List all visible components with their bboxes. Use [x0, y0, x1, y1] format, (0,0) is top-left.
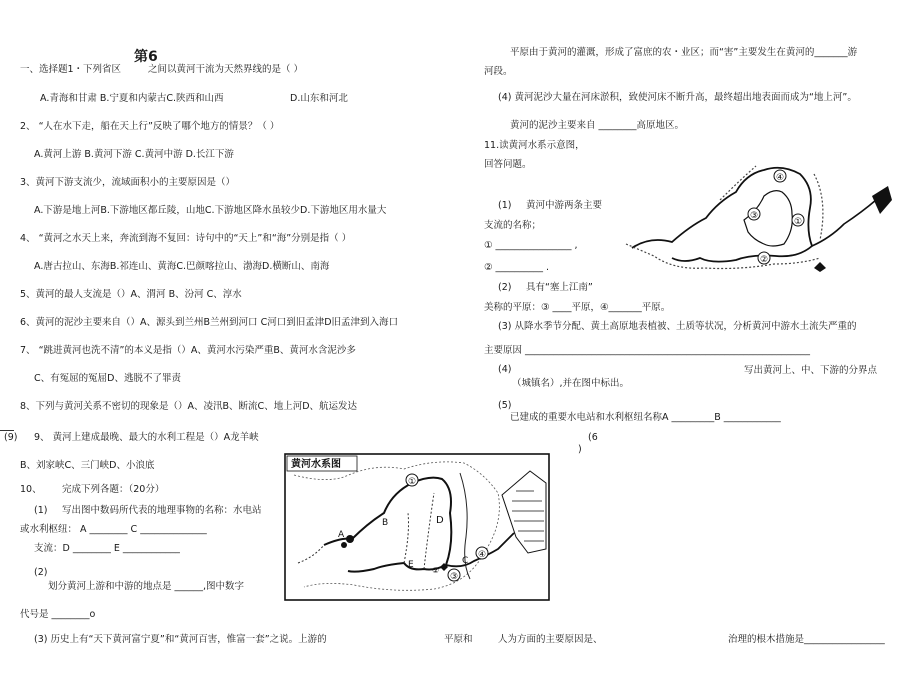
q5: 5、黄河的最人支流是（）A、渭河 B、汾河 C、淳水	[20, 289, 242, 300]
q10-4-source: 黄河的泥沙主要来自 ________高原地区。	[510, 120, 685, 131]
q11-2-number: (2)	[498, 282, 512, 293]
q1-option-d: D.山东和河北	[290, 93, 348, 104]
q10-1-tributaries: 支流：D ________ E ____________	[34, 543, 180, 554]
q10-2-answer: 代号是 ________o	[20, 609, 96, 620]
q1-stem-cont: 之间以黄河干流为天然界线的是（ ）	[148, 64, 304, 75]
q10-3-measure: 治理的根木措施是_________________	[728, 634, 885, 645]
q11-1-number: (1)	[498, 200, 512, 211]
q2-stem: 2、 “人在水下走，船在天上行”反映了哪个地方的情景？（ ）	[20, 121, 280, 132]
map1-label-b: B	[382, 518, 389, 528]
q10-2-text: 划分黄河上游和中游的地点是 ______,图中数字	[48, 581, 245, 592]
q9-number: (9)	[4, 432, 18, 443]
q11-2-text: 具有“塞上江南”	[526, 282, 593, 293]
map1-label-e: E	[408, 560, 414, 570]
q9-options-cont: B、刘家峡C、三门峡D、小浪底	[20, 460, 155, 471]
q7-stem: 7、 “跳进黄河也洗不清”的本义是指（）A、黄河水污染严重B、黄河水含泥沙多	[20, 345, 356, 356]
q10-3-cont2: 河段。	[484, 66, 513, 77]
map1-label-c: C	[462, 556, 469, 566]
q1-stem: 一、选择题1・下列省区	[20, 64, 122, 75]
q3-stem: 3、黄河下游支流少，流域面积小的主要原因是（）	[20, 177, 236, 188]
q11-1-answer-1: ① ________________ ,	[484, 240, 578, 251]
q11-1-answer-2: ② __________ .	[484, 262, 550, 273]
q4-stem: 4、 “黄河之水天上来，奔流到海不复回：诗句中的“天上”和“海”分别是指（ ）	[20, 233, 352, 244]
q6: 6、黄河的泥沙主要来自（）A、源头到兰州B兰州到河口 C河口到旧孟津D旧孟津到入海口	[20, 317, 399, 328]
map1-label-a: A	[338, 530, 345, 540]
page-title: 第6	[134, 49, 158, 65]
q11-3-answer: 主要原因 ____________________________________________________________	[484, 345, 811, 356]
margin-rule	[0, 430, 14, 431]
q10-1-number: (1)	[34, 505, 48, 516]
q11-5-number: (5)	[498, 400, 512, 411]
yellow-river-sketch-map	[624, 160, 894, 278]
yellow-river-map	[284, 453, 550, 601]
q1-options: A.青海和甘肃 B.宁夏和内蒙古C.陕西和山西	[40, 93, 224, 104]
q3-options: A.下游是地上河B.下游地区都丘陵，山地C.下游地区降水虽较少D.下游地区用水量大	[34, 205, 387, 216]
q10-stem: 完成下列各题：（20分）	[62, 484, 165, 495]
map1-label-2: ②	[432, 566, 440, 575]
map2-label-3: ③	[750, 211, 759, 221]
q11-stem: 11.读黄河水系示意图，	[484, 140, 585, 151]
q9-stem: 9、 黄河上建成最晚、最大的水利工程是（）A龙羊峡	[34, 432, 259, 443]
map1-label-d: D	[436, 515, 444, 526]
q11-4-text-cont: （城镇名）,并在图中标出。	[512, 378, 630, 389]
q10-2-number: (2)	[34, 567, 48, 578]
q4-options: A.唐古拉山、东海B.祁连山、黄海C.巴颜喀拉山、渤海D.横断山、南海	[34, 261, 330, 272]
q11-5-text: 已建成的重要水电站和水利枢纽名称A _________B ____________	[510, 412, 781, 423]
q8: 8、下列与黄河关系不密切的现象是（）A、凌汛B、断流C、地上河D、航运发达	[20, 401, 358, 412]
q10-number: 10、	[20, 484, 42, 495]
map1-label-3: ③	[450, 572, 459, 582]
q11-2-answer: 美称的平原：③ ____平原，④_______平原。	[484, 302, 671, 313]
q2-options: A.黄河上游 B.黄河下游 C.黄河中游 D.长江下游	[34, 149, 234, 160]
map2-label-4: ④	[776, 173, 785, 183]
q7-options-cont: C、有冤屈的冤屈D、逃脱不了罪责	[34, 373, 181, 384]
map1-title: 黄河水系图	[291, 459, 341, 470]
map1-label-1: ①	[408, 477, 417, 487]
map2-label-2: ②	[760, 255, 769, 265]
q10-3-cont: 平原由于黄河的灌溉，形成了富庶的农・业区；而“害”主要发生在黄河的_______游	[510, 47, 858, 58]
q11-1-text-cont: 支流的名称；	[484, 220, 542, 231]
map1-label-4: ④	[478, 550, 487, 560]
q10-1-text: 写出图中数码所代表的地理事物的名称：水电站	[62, 505, 262, 516]
q11-4-text: 写出黄河上、中、下游的分界点	[744, 365, 878, 376]
q10-3-plain: 平原和	[444, 634, 473, 645]
q11-1-text: 黄河中游两条主要	[526, 200, 603, 211]
q11-4-number: (4)	[498, 364, 512, 375]
q11-3-text: (3) 从降水季节分配、黄土高原地表植被、土质等状况，分析黄河中游水土流失严重的	[498, 321, 857, 332]
q11-6-number: (6	[588, 432, 598, 443]
q10-3-cause: 人为方面的主要原因是、	[498, 634, 603, 645]
map2-label-1: ①	[794, 217, 803, 227]
q10-4-text: (4) 黄河泥沙大量在河床淤积，致使河床不断升高，最终超出地表面而成为“地上河”。	[498, 92, 857, 103]
q11-6-close: )	[578, 444, 582, 455]
q10-3-text: (3) 历史上有“天下黄河富宁夏”和“黄河百害，惟富一套”之说。上游的	[34, 634, 327, 645]
q10-1-dams: 或水利枢纽： A ________ C ______________	[20, 524, 207, 535]
q11-stem-cont: 回答问题。	[484, 159, 532, 170]
